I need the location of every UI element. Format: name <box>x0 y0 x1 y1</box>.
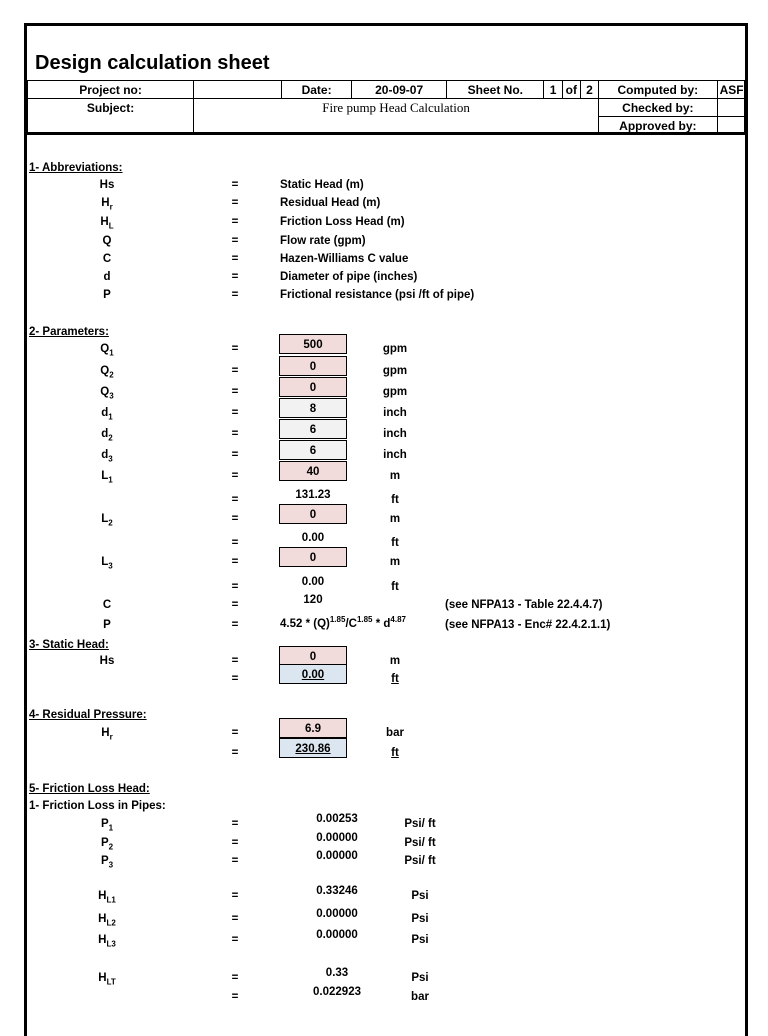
friction-p-value-1-text: 0.00000 <box>316 832 358 844</box>
param-unit-6-text: m <box>389 470 401 482</box>
param-eq-1-text: = <box>231 365 239 377</box>
abbrev-eq-0 <box>227 179 243 191</box>
abbrev-desc-0-text: Static Head (m) <box>280 179 364 191</box>
param-unit-5 <box>367 449 423 461</box>
param-eq-5-text: = <box>231 449 239 461</box>
symbol-base: Hs <box>99 179 115 191</box>
abbrev-desc-6 <box>280 289 474 301</box>
param-value-3-text: 8 <box>309 403 317 415</box>
friction-h-symbol-2 <box>27 934 187 948</box>
param-value-0[interactable] <box>279 334 347 354</box>
abbrev-desc-3-text: Flow rate (gpm) <box>280 235 366 247</box>
static-head-eq-m <box>227 655 243 667</box>
residual-eq-ft-text: = <box>231 747 239 759</box>
abbrev-eq-4-text: = <box>231 253 239 265</box>
param-unit-4 <box>367 428 423 440</box>
symbol-subscript: L2 <box>106 918 116 928</box>
symbol-base: C <box>102 253 112 265</box>
param-value-7-text: 131.23 <box>295 489 331 501</box>
symbol-subscript: 2 <box>108 518 113 528</box>
symbol-base: H <box>98 934 107 946</box>
param-symbol-6 <box>27 470 187 484</box>
symbol-base: H <box>98 972 107 984</box>
static-head-unit-ft-text: ft <box>391 673 399 685</box>
static-head-eq-m-text: = <box>231 655 239 667</box>
abbrev-symbol-1 <box>27 197 187 211</box>
static-head-heading <box>29 639 109 651</box>
friction-p-unit-0-text: Psi/ ft <box>404 818 436 830</box>
symbol-base: Q <box>100 386 110 398</box>
symbol-subscript: 1 <box>108 823 114 833</box>
param-eq-1 <box>227 365 243 377</box>
friction-h-value-1-text: 0.00000 <box>316 908 358 920</box>
friction-p-eq-1 <box>227 837 243 849</box>
symbol-subscript: r <box>109 202 113 212</box>
symbol-base: d <box>103 271 111 283</box>
friction-p-unit-2 <box>392 855 448 867</box>
abbrev-eq-2 <box>227 216 243 228</box>
header-table <box>27 80 745 135</box>
param-value-5[interactable] <box>279 440 347 460</box>
abbrev-eq-5-text: = <box>231 271 239 283</box>
param-value-6-text: 40 <box>306 466 320 478</box>
friction-p-symbol-0 <box>27 818 187 832</box>
param-eq-7-text: = <box>231 494 239 506</box>
residual-heading <box>29 709 147 721</box>
friction-total-eq-bar-text: = <box>231 991 239 1003</box>
sheet-title: Design calculation sheet <box>35 52 270 74</box>
static-head-value-m[interactable] <box>279 646 347 666</box>
param-value-5-text: 6 <box>309 445 317 457</box>
friction-p-value-2-text: 0.00000 <box>316 850 358 862</box>
param-unit-9-text: ft <box>391 537 399 549</box>
param-eq-11-text: = <box>231 581 239 593</box>
param-unit-3 <box>367 407 423 419</box>
abbrev-symbol-2 <box>27 216 187 230</box>
friction-total-symbol <box>27 972 187 986</box>
param-eq-10-text: = <box>231 556 239 568</box>
sheet-number[interactable]: 1 <box>544 81 562 99</box>
sheet-total[interactable]: 2 <box>580 81 598 99</box>
static-head-eq-ft-text: = <box>231 673 239 685</box>
symbol-base: P <box>103 289 111 301</box>
abbrev-eq-1-text: = <box>231 197 239 209</box>
symbol-base: Q <box>100 365 110 377</box>
sheet-of: of <box>562 81 580 99</box>
param-value-6[interactable] <box>279 461 347 481</box>
symbol-base: H <box>98 890 107 902</box>
symbol-base: d <box>101 407 109 419</box>
formula-part-e2: 1.85 <box>356 615 373 624</box>
header-divider <box>27 132 745 135</box>
abbreviations-heading-text: 1- Abbreviations: <box>29 162 123 174</box>
formula-part-e1: 1.85 <box>329 615 346 624</box>
friction-h-value-0 <box>303 881 371 901</box>
friction-total-unit-bar <box>392 991 448 1003</box>
abbrev-symbol-6 <box>27 289 187 301</box>
subject-label: Subject: <box>28 99 194 117</box>
abbrev-symbol-4 <box>27 253 187 265</box>
static-head-value-ft-text: 0.00 <box>301 669 325 681</box>
static-head-symbol-text: Hs <box>99 655 115 667</box>
param-unit-4-text: inch <box>383 428 407 440</box>
friction-p-symbol-1 <box>27 837 187 851</box>
residual-unit-bar-text: bar <box>386 727 404 739</box>
friction-p-eq-2-text: = <box>231 855 239 867</box>
friction-h-unit-0-text: Psi <box>411 890 429 902</box>
abbrev-symbol-0 <box>27 179 187 191</box>
param-note-13 <box>445 619 610 631</box>
abbrev-eq-6-text: = <box>231 289 239 301</box>
param-eq-13 <box>227 619 243 631</box>
abbrev-desc-4 <box>280 253 408 265</box>
friction-h-symbol-0 <box>27 890 187 904</box>
symbol-base: H <box>101 727 110 739</box>
symbol-base: H <box>101 197 110 209</box>
friction-h-value-0-text: 0.33246 <box>316 885 358 897</box>
friction-p-unit-1 <box>392 837 448 849</box>
symbol-subscript: LT <box>106 977 116 987</box>
abbrev-desc-2-text: Friction Loss Head (m) <box>280 216 405 228</box>
friction-total-eq <box>227 972 243 984</box>
static-head-eq-ft <box>227 673 243 685</box>
param-unit-1-text: gpm <box>382 365 408 377</box>
residual-eq-ft <box>227 747 243 759</box>
param-unit-7-text: ft <box>391 494 399 506</box>
param-eq-3 <box>227 407 243 419</box>
param-eq-8 <box>227 513 243 525</box>
param-unit-1 <box>367 365 423 377</box>
abbrev-desc-1-text: Residual Head (m) <box>280 197 381 209</box>
symbol-base: H <box>98 913 107 925</box>
sheet-label: Sheet No. <box>447 81 544 99</box>
friction-heading <box>29 783 150 795</box>
symbol-base: Q <box>100 343 110 355</box>
abbrev-eq-3 <box>227 235 243 247</box>
parameters-heading-text: 2- Parameters: <box>29 326 109 338</box>
friction-total-unit <box>392 972 448 984</box>
param-eq-11 <box>227 581 243 593</box>
friction-h-unit-0 <box>392 890 448 902</box>
param-symbol-5 <box>27 449 187 463</box>
friction-subheading-text: 1- Friction Loss in Pipes: <box>29 800 166 812</box>
param-eq-9-text: = <box>231 537 239 549</box>
param-value-12-text: 120 <box>303 594 323 606</box>
symbol-subscript: 2 <box>108 842 114 852</box>
param-symbol-0 <box>27 343 187 357</box>
param-value-2-text: 0 <box>309 382 317 394</box>
param-symbol-8 <box>27 513 187 527</box>
param-eq-0 <box>227 343 243 355</box>
param-value-3[interactable] <box>279 398 347 418</box>
param-eq-4-text: = <box>231 428 239 440</box>
param-symbol-13 <box>27 619 187 631</box>
formula-part-f2: /C <box>345 617 357 630</box>
residual-eq-bar <box>227 727 243 739</box>
param-symbol-3 <box>27 407 187 421</box>
friction-p-eq-1-text: = <box>231 837 239 849</box>
friction-p-eq-0-text: = <box>231 818 239 830</box>
symbol-subscript: 1 <box>108 412 113 422</box>
param-value-8[interactable] <box>279 504 347 524</box>
param-eq-4 <box>227 428 243 440</box>
friction-p-value-1 <box>303 828 371 848</box>
param-symbol-12 <box>27 599 187 611</box>
checked-label: Checked by: <box>599 99 717 117</box>
param-eq-5 <box>227 449 243 461</box>
friction-h-unit-1 <box>392 913 448 925</box>
friction-total-eq-text: = <box>231 972 239 984</box>
friction-h-value-1 <box>303 904 371 924</box>
residual-symbol <box>27 727 187 741</box>
friction-h-eq-2 <box>227 934 243 946</box>
param-eq-10 <box>227 556 243 568</box>
friction-p-unit-0 <box>392 818 448 830</box>
friction-total-unit-bar-text: bar <box>411 991 429 1003</box>
formula-part-e3: 4.87 <box>390 615 406 624</box>
param-value-4-text: 6 <box>309 424 317 436</box>
friction-h-eq-1-text: = <box>231 913 239 925</box>
param-unit-10 <box>367 556 423 568</box>
param-value-8-text: 0 <box>309 509 317 521</box>
abbrev-desc-2 <box>280 216 405 228</box>
date-value[interactable]: 20-09-07 <box>352 81 447 99</box>
friction-h-eq-0 <box>227 890 243 902</box>
abbrev-eq-5 <box>227 271 243 283</box>
abbrev-eq-1 <box>227 197 243 209</box>
static-head-value-m-text: 0 <box>309 651 317 663</box>
friction-p-value-2 <box>303 846 371 866</box>
friction-p-symbol-2 <box>27 855 187 869</box>
param-value-1[interactable] <box>279 356 347 376</box>
friction-subheading <box>29 800 166 812</box>
param-unit-5-text: inch <box>383 449 407 461</box>
friction-p-eq-2 <box>227 855 243 867</box>
friction-p-unit-1-text: Psi/ ft <box>404 837 436 849</box>
static-head-unit-m <box>367 655 423 667</box>
param-eq-12 <box>227 599 243 611</box>
friction-h-unit-2-text: Psi <box>411 934 429 946</box>
friction-h-unit-1-text: Psi <box>411 913 429 925</box>
param-symbol-2 <box>27 386 187 400</box>
param-note-12-text: (see NFPA13 - Table 22.4.4.7) <box>445 599 603 611</box>
static-head-value-ft[interactable] <box>279 664 347 684</box>
residual-value-ft[interactable] <box>279 738 347 758</box>
formula-part-formula: 4.52 * (Q) <box>280 617 330 630</box>
abbrev-symbol-3 <box>27 235 187 247</box>
abbrev-desc-0 <box>280 179 364 191</box>
abbrev-desc-4-text: Hazen-Williams C value <box>280 253 409 265</box>
param-value-10[interactable] <box>279 547 347 567</box>
symbol-base: L <box>101 470 109 482</box>
residual-unit-ft-text: ft <box>391 747 399 759</box>
static-head-unit-m-text: m <box>389 655 401 667</box>
residual-value-ft-text: 230.86 <box>295 743 331 755</box>
param-value-0-text: 500 <box>303 339 323 351</box>
param-unit-11 <box>367 581 423 593</box>
abbrev-desc-1 <box>280 197 380 209</box>
param-symbol-10 <box>27 556 187 570</box>
abbrev-desc-3 <box>280 235 366 247</box>
computed-value[interactable]: ASF <box>717 81 744 99</box>
symbol-base: L <box>101 556 109 568</box>
friction-total-value-text: 0.33 <box>325 967 349 979</box>
date-label: Date: <box>282 81 352 99</box>
param-value-2[interactable] <box>279 377 347 397</box>
param-value-10-text: 0 <box>309 552 317 564</box>
friction-h-eq-1 <box>227 913 243 925</box>
project-label: Project no: <box>28 81 194 99</box>
symbol-subscript: L <box>108 221 114 231</box>
abbrev-eq-4 <box>227 253 243 265</box>
param-value-7 <box>279 485 347 505</box>
symbol-base: H <box>100 216 109 228</box>
friction-h-symbol-1 <box>27 913 187 927</box>
friction-h-eq-2-text: = <box>231 934 239 946</box>
symbol-subscript: 1 <box>109 348 114 358</box>
friction-heading-text: 5- Friction Loss Head: <box>29 783 150 795</box>
param-eq-0-text: = <box>231 343 239 355</box>
param-formula <box>280 615 406 630</box>
symbol-subscript: L3 <box>106 939 116 949</box>
residual-unit-ft <box>367 747 423 759</box>
symbol-base: P <box>100 837 109 849</box>
param-value-11 <box>279 572 347 592</box>
friction-total-value-bar <box>303 982 371 1002</box>
param-unit-0-text: gpm <box>382 343 408 355</box>
symbol-base: d <box>101 428 109 440</box>
param-unit-3-text: inch <box>383 407 407 419</box>
abbrev-eq-3-text: = <box>231 235 239 247</box>
param-note-12 <box>445 599 602 611</box>
symbol-base: Q <box>102 235 112 247</box>
static-head-unit-ft <box>367 673 423 685</box>
friction-h-unit-2 <box>392 934 448 946</box>
residual-eq-bar-text: = <box>231 727 239 739</box>
symbol-base: P <box>103 619 111 631</box>
param-unit-11-text: ft <box>391 581 399 593</box>
param-unit-2 <box>367 386 423 398</box>
param-eq-2 <box>227 386 243 398</box>
param-value-9 <box>279 528 347 548</box>
abbrev-symbol-5 <box>27 271 187 283</box>
symbol-subscript: 1 <box>108 475 113 485</box>
parameters-heading <box>29 326 109 338</box>
symbol-base: P <box>100 818 109 830</box>
param-eq-7 <box>227 494 243 506</box>
friction-h-value-2-text: 0.00000 <box>316 929 358 941</box>
checked-value[interactable] <box>717 99 744 117</box>
param-unit-8 <box>367 513 423 525</box>
param-eq-3-text: = <box>231 407 239 419</box>
param-symbol-1 <box>27 365 187 379</box>
symbol-base: d <box>101 449 109 461</box>
residual-unit-bar <box>367 727 423 739</box>
symbol-base: P <box>100 855 109 867</box>
friction-total-value <box>303 963 371 983</box>
project-value[interactable] <box>194 81 282 99</box>
friction-total-eq-bar <box>227 991 243 1003</box>
param-unit-0 <box>367 343 423 355</box>
abbrev-desc-6-text: Frictional resistance (psi /ft of pipe) <box>280 289 475 301</box>
abbrev-eq-6 <box>227 289 243 301</box>
param-eq-6-text: = <box>231 470 239 482</box>
param-unit-2-text: gpm <box>382 386 408 398</box>
symbol-subscript: 2 <box>109 370 114 380</box>
symbol-base: C <box>102 599 112 611</box>
param-value-4[interactable] <box>279 419 347 439</box>
friction-p-eq-0 <box>227 818 243 830</box>
param-unit-6 <box>367 470 423 482</box>
formula-part-f3: * d <box>372 617 391 630</box>
friction-p-value-0-text: 0.00253 <box>316 813 358 825</box>
param-unit-9 <box>367 537 423 549</box>
residual-value-bar-text: 6.9 <box>305 723 321 735</box>
symbol-subscript: L1 <box>106 895 116 905</box>
friction-h-eq-0-text: = <box>231 890 239 902</box>
param-value-11-text: 0.00 <box>301 576 325 588</box>
param-unit-7 <box>367 494 423 506</box>
abbrev-eq-2-text: = <box>231 216 239 228</box>
approved-label: Approved by: <box>599 117 717 135</box>
symbol-subscript: 2 <box>108 433 113 443</box>
symbol-subscript: 3 <box>108 561 113 571</box>
calculation-sheet <box>24 23 748 1036</box>
abbrev-desc-5 <box>280 271 417 283</box>
static-head-heading-text: 3- Static Head: <box>29 639 109 651</box>
computed-label: Computed by: <box>599 81 717 99</box>
param-value-9-text: 0.00 <box>301 532 325 544</box>
abbrev-eq-0-text: = <box>231 179 239 191</box>
symbol-subscript: r <box>109 732 113 742</box>
abbrev-desc-5-text: Diameter of pipe (inches) <box>280 271 418 283</box>
symbol-subscript: 3 <box>109 391 114 401</box>
param-value-12 <box>279 590 347 610</box>
param-unit-10-text: m <box>389 556 401 568</box>
param-eq-2-text: = <box>231 386 239 398</box>
param-symbol-4 <box>27 428 187 442</box>
static-head-symbol <box>27 655 187 667</box>
symbol-subscript: 3 <box>108 454 113 464</box>
symbol-base: L <box>101 513 109 525</box>
param-note-13-text: (see NFPA13 - Enc# 22.4.2.1.1) <box>445 619 611 631</box>
subject-value[interactable]: Fire pump Head Calculation <box>194 99 599 117</box>
symbol-subscript: 3 <box>108 860 114 870</box>
param-eq-9 <box>227 537 243 549</box>
friction-p-unit-2-text: Psi/ ft <box>404 855 436 867</box>
residual-heading-text: 4- Residual Pressure: <box>29 709 147 721</box>
friction-total-value-bar-text: 0.022923 <box>313 986 361 998</box>
friction-total-unit-text: Psi <box>411 972 429 984</box>
friction-p-value-0 <box>303 809 371 829</box>
param-unit-8-text: m <box>389 513 401 525</box>
param-eq-6 <box>227 470 243 482</box>
param-eq-8-text: = <box>231 513 239 525</box>
param-eq-12-text: = <box>231 599 239 611</box>
abbreviations-heading <box>29 162 123 174</box>
residual-value-bar[interactable] <box>279 718 347 738</box>
param-eq-13-text: = <box>231 619 239 631</box>
param-value-1-text: 0 <box>309 361 317 373</box>
friction-h-value-2 <box>303 925 371 945</box>
